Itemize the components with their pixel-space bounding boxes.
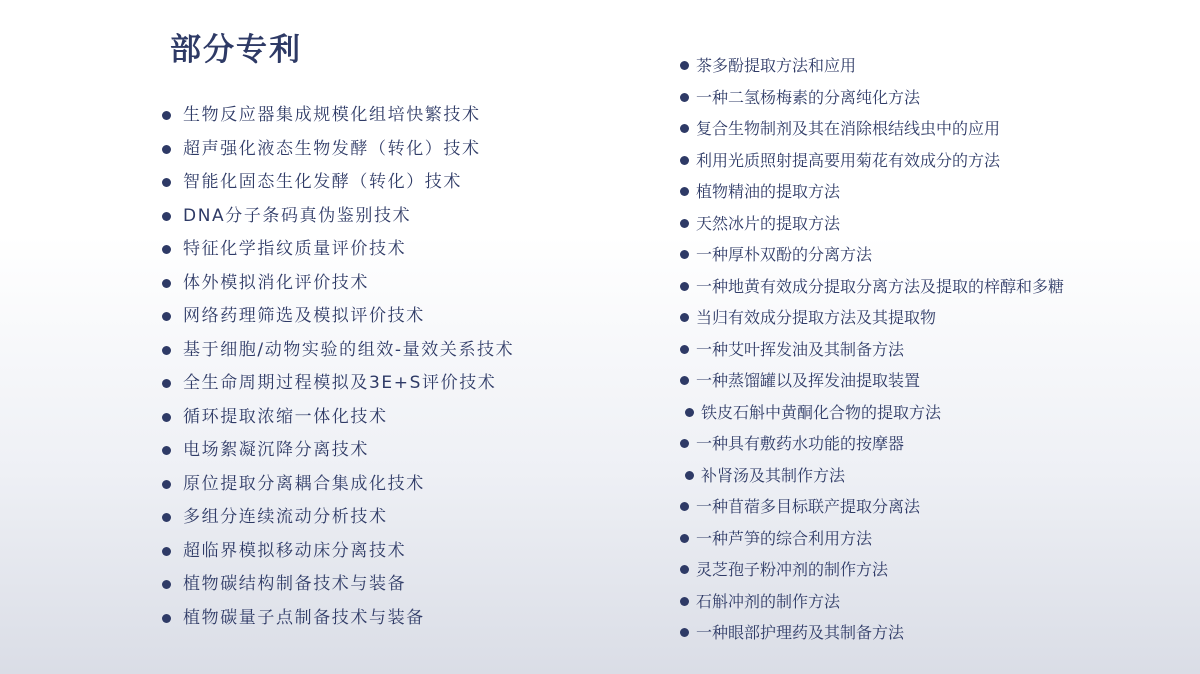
list-item-text: 一种艾叶挥发油及其制备方法 [696, 339, 905, 359]
bullet-icon [162, 245, 171, 254]
list-item [685, 397, 1064, 429]
list-item-text: 一种眼部护理药及其制备方法 [696, 623, 905, 642]
list-item-text: 补肾汤及其制作方法 [701, 465, 846, 485]
list-item [680, 113, 1064, 145]
bullet-icon [162, 312, 171, 321]
list-item-text: 电场絮凝沉降分离技术 [183, 440, 369, 460]
list-item-text: 一种地黄有效成分提取分离方法及提取的梓醇和多糖 [696, 276, 1065, 296]
bullet-icon [685, 471, 694, 480]
list-item-text: 铁皮石斛中黄酮化合物的提取方法 [701, 402, 942, 422]
list-item-text: 一种厚朴双酚的分离方法 [696, 245, 873, 264]
list-item-text: 原位提取分离耦合集成化技术 [183, 473, 425, 494]
bullet-icon [680, 124, 689, 133]
bullet-icon [680, 534, 689, 543]
right-patent-list [680, 50, 1064, 649]
list-item-text: 超声强化液态生物发酵（转化）技术 [183, 138, 481, 159]
list-item-text: 一种蒸馏罐以及挥发油提取装置 [696, 371, 921, 390]
list-item-text: 特征化学指纹质量评价技术 [183, 239, 407, 259]
bullet-icon [680, 219, 689, 228]
list-item [680, 239, 1064, 271]
list-item [680, 176, 1064, 208]
bullet-icon [162, 614, 171, 623]
bullet-icon [680, 502, 689, 511]
list-item [680, 302, 1064, 334]
list-item [162, 200, 514, 234]
bullet-icon [162, 580, 171, 589]
list-item [162, 334, 514, 368]
list-item [680, 586, 1064, 618]
list-item-text: 利用光质照射提高要用菊花有效成分的方法 [696, 150, 1001, 170]
list-item-text: 全生命周期过程模拟及3E+S评价技术 [183, 373, 497, 393]
bullet-icon [162, 513, 171, 522]
list-item-text: 茶多酚提取方法和应用 [696, 56, 857, 75]
bullet-icon [162, 279, 171, 288]
list-item-text: 一种二氢杨梅素的分离纯化方法 [696, 87, 921, 107]
list-item [680, 428, 1064, 460]
bullet-icon [162, 212, 171, 221]
bullet-icon [162, 480, 171, 489]
list-item [162, 434, 514, 468]
list-item-text: 智能化固态生化发酵（转化）技术 [183, 172, 462, 192]
list-item [680, 50, 1064, 82]
list-item-text: 网络药理筛选及模拟评价技术 [183, 306, 425, 326]
list-item-text: DNA分子条码真伪鉴别技术 [183, 205, 412, 226]
bullet-icon [680, 628, 689, 637]
bullet-icon [162, 446, 171, 455]
list-item [680, 82, 1064, 114]
left-patent-list [162, 99, 514, 635]
list-item-text: 一种苜蓿多目标联产提取分离法 [696, 497, 921, 516]
list-item [680, 617, 1064, 649]
list-item-text: 生物反应器集成规模化组培快繁技术 [183, 105, 481, 125]
list-item [162, 267, 514, 301]
bullet-icon [162, 346, 171, 355]
list-item [680, 554, 1064, 586]
list-item [680, 271, 1064, 303]
list-item [680, 523, 1064, 555]
list-item [680, 145, 1064, 177]
list-item [162, 468, 514, 502]
list-item [162, 233, 514, 267]
list-item [680, 208, 1064, 240]
list-item [162, 133, 514, 167]
bullet-icon [680, 313, 689, 322]
bullet-icon [680, 250, 689, 259]
list-item [162, 99, 514, 133]
bullet-icon [162, 547, 171, 556]
bullet-icon [680, 282, 689, 291]
list-item-text: 植物碳量子点制备技术与装备 [183, 607, 425, 628]
list-item-text: 超临界模拟移动床分离技术 [183, 540, 407, 561]
bullet-icon [162, 379, 171, 388]
list-item-text: 体外模拟消化评价技术 [183, 272, 369, 293]
bullet-icon [680, 187, 689, 196]
list-item-text: 灵芝孢子粉冲剂的制作方法 [696, 560, 889, 579]
bullet-icon [162, 413, 171, 422]
list-item [162, 401, 514, 435]
list-item-text: 植物精油的提取方法 [696, 182, 841, 201]
list-item-text: 天然冰片的提取方法 [696, 213, 841, 233]
bullet-icon [162, 178, 171, 187]
list-item-text: 一种芦笋的综合利用方法 [696, 528, 873, 548]
list-item-text: 多组分连续流动分析技术 [183, 507, 388, 527]
bullet-icon [680, 439, 689, 448]
bullet-icon [680, 156, 689, 165]
list-item [162, 568, 514, 602]
list-item [162, 166, 514, 200]
list-item [162, 501, 514, 535]
list-item-text: 循环提取浓缩一体化技术 [183, 406, 388, 427]
list-item [685, 460, 1064, 492]
bullet-icon [680, 565, 689, 574]
list-item-text: 当归有效成分提取方法及其提取物 [696, 308, 937, 327]
list-item-text: 石斛冲剂的制作方法 [696, 591, 841, 611]
list-item-text: 一种具有敷药水功能的按摩器 [696, 434, 905, 453]
list-item [680, 334, 1064, 366]
bullet-icon [680, 597, 689, 606]
bullet-icon [680, 61, 689, 70]
bullet-icon [162, 145, 171, 154]
list-item [162, 367, 514, 401]
bullet-icon [680, 376, 689, 385]
list-item-text: 复合生物制剂及其在消除根结线虫中的应用 [696, 119, 1001, 138]
bullet-icon [680, 93, 689, 102]
bullet-icon [685, 408, 694, 417]
bullet-icon [680, 345, 689, 354]
list-item-text: 基于细胞/动物实验的组效-量效关系技术 [183, 339, 515, 360]
list-item [162, 535, 514, 569]
list-item [162, 602, 514, 636]
list-item [680, 491, 1064, 523]
list-item [680, 365, 1064, 397]
list-item-text: 植物碳结构制备技术与装备 [183, 574, 407, 594]
page-title: 部分专利 [170, 32, 302, 68]
bullet-icon [162, 111, 171, 120]
list-item [162, 300, 514, 334]
